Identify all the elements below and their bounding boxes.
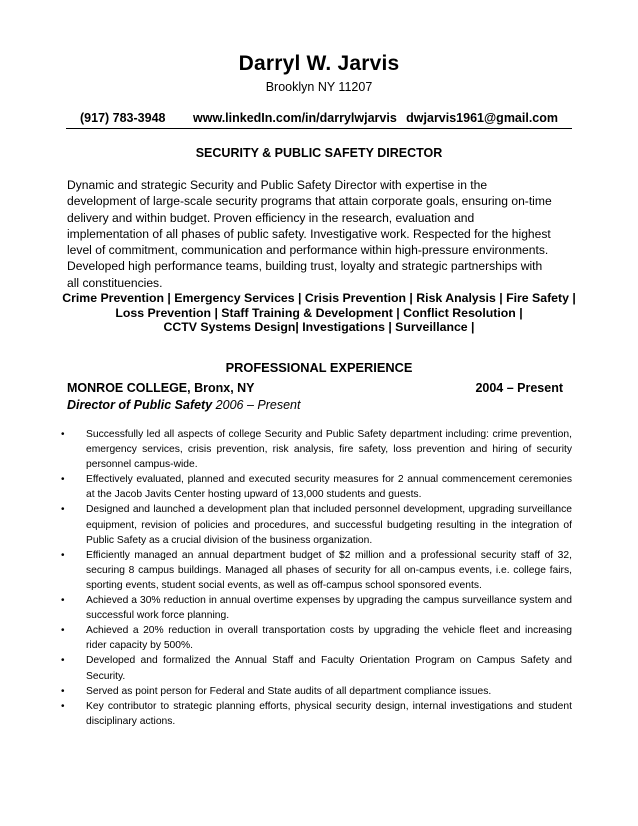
list-item xyxy=(60,548,572,593)
bullet-text: Designed and launched a development plan that included personnel development, upgrading surveillance equipment, revision of policies and procedures, and successful budgeting resulting in the integration of Public Safety as a crucial division of the business organization. xyxy=(86,504,572,546)
bullet-text: Developed and formalized the Annual Staff and Faculty Orientation Program on Campus Safety and Security. xyxy=(86,655,572,682)
skills-line: Crime Prevention | Emergency Services | Crisis Prevention | Risk Analysis | Fire Safety | xyxy=(62,291,576,305)
email-address[interactable]: dwjarvis1961@gmail.com xyxy=(406,111,558,125)
bullet-text: Key contributor to strategic planning efforts, physical security design, internal investigations and student disciplinary actions. xyxy=(86,700,572,727)
role-line xyxy=(67,398,300,412)
bullet-icon: • xyxy=(61,655,65,667)
summary-paragraph: Dynamic and strategic Security and Public Safety Director with expertise in the development of large-scale security programs that attain corporate goals, ensuring on-time delivery and within budget. Proven efficiency in the research, evaluation and implementation of all phases of public safety. Investigative work. Respected for the highest level of commitment, communication and performance within high-pressure environments. Developed high performance teams, building trust, loyalty and strategic partnerships with all constituencies. xyxy=(67,178,552,290)
list-item xyxy=(60,472,572,502)
linkedin-url[interactable]: www.linkedIn.com/in/darrylwjarvis xyxy=(193,111,397,125)
bullet-icon: • xyxy=(61,549,65,561)
list-item xyxy=(60,699,572,729)
list-item xyxy=(60,593,572,623)
candidate-name: Darryl W. Jarvis xyxy=(238,52,400,75)
bullet-text: Effectively evaluated, planned and executed security measures for 2 annual commencement ceremonies at the Jacob Javits Center hosting upward of 13,000 students and guests. xyxy=(86,474,572,501)
skills-line: Loss Prevention | Staff Training & Development | Conflict Resolution | xyxy=(115,305,523,320)
candidate-location: Brooklyn NY 11207 xyxy=(265,80,373,94)
bullet-text: Successfully led all aspects of college Security and Public Safety department including: crime prevention, emergency services, crisis prevention, risk analysis, fire safety, loss prevention and hiring of security personnel campus-wide. xyxy=(86,429,572,471)
role-dates: 2006 – Present xyxy=(215,398,301,412)
header-divider xyxy=(66,128,572,129)
list-item xyxy=(60,623,572,653)
list-item xyxy=(60,427,572,472)
professional-headline: SECURITY & PUBLIC SAFETY DIRECTOR xyxy=(195,146,443,160)
employer-name: MONROE COLLEGE, Bronx, NY xyxy=(67,381,255,395)
employer-row xyxy=(67,381,563,398)
bullet-icon: • xyxy=(61,625,65,637)
bullet-icon: • xyxy=(61,474,65,486)
bullet-icon: • xyxy=(61,685,65,697)
experience-section-title: PROFESSIONAL EXPERIENCE xyxy=(225,360,413,375)
bullet-text: Served as point person for Federal and State audits of all department compliance issues. xyxy=(86,685,492,697)
employment-dates: 2004 – Present xyxy=(475,381,563,395)
bullet-icon: • xyxy=(61,595,65,607)
list-item xyxy=(60,502,572,547)
bullet-icon: • xyxy=(61,700,65,712)
list-item xyxy=(60,653,572,683)
bullet-icon: • xyxy=(61,504,65,516)
bullet-text: Efficiently managed an annual department budget of $2 million and a professional security staff of 32, securing 8 campus buildings. Managed all phases of security for all on-campus events, i.e. college fairs, sporting events, student social events, as well as off-campus school sponsored events. xyxy=(86,549,572,591)
phone-number: (917) 783-3948 xyxy=(80,111,166,125)
contact-row xyxy=(66,111,572,129)
bullet-text: Achieved a 30% reduction in annual overtime expenses by upgrading the campus surveillance system and successful work force planning. xyxy=(86,595,572,622)
bullet-icon: • xyxy=(61,429,65,440)
list-item xyxy=(60,684,572,699)
responsibility-list xyxy=(60,427,572,729)
skills-block xyxy=(40,291,598,335)
role-title: Director of Public Safety xyxy=(67,398,213,412)
bullet-text: Achieved a 20% reduction in overall transportation costs by upgrading the vehicle fleet and increasing rider capacity by 500%. xyxy=(86,625,572,652)
skills-line: CCTV Systems Design| Investigations | Surveillance | xyxy=(163,320,475,335)
